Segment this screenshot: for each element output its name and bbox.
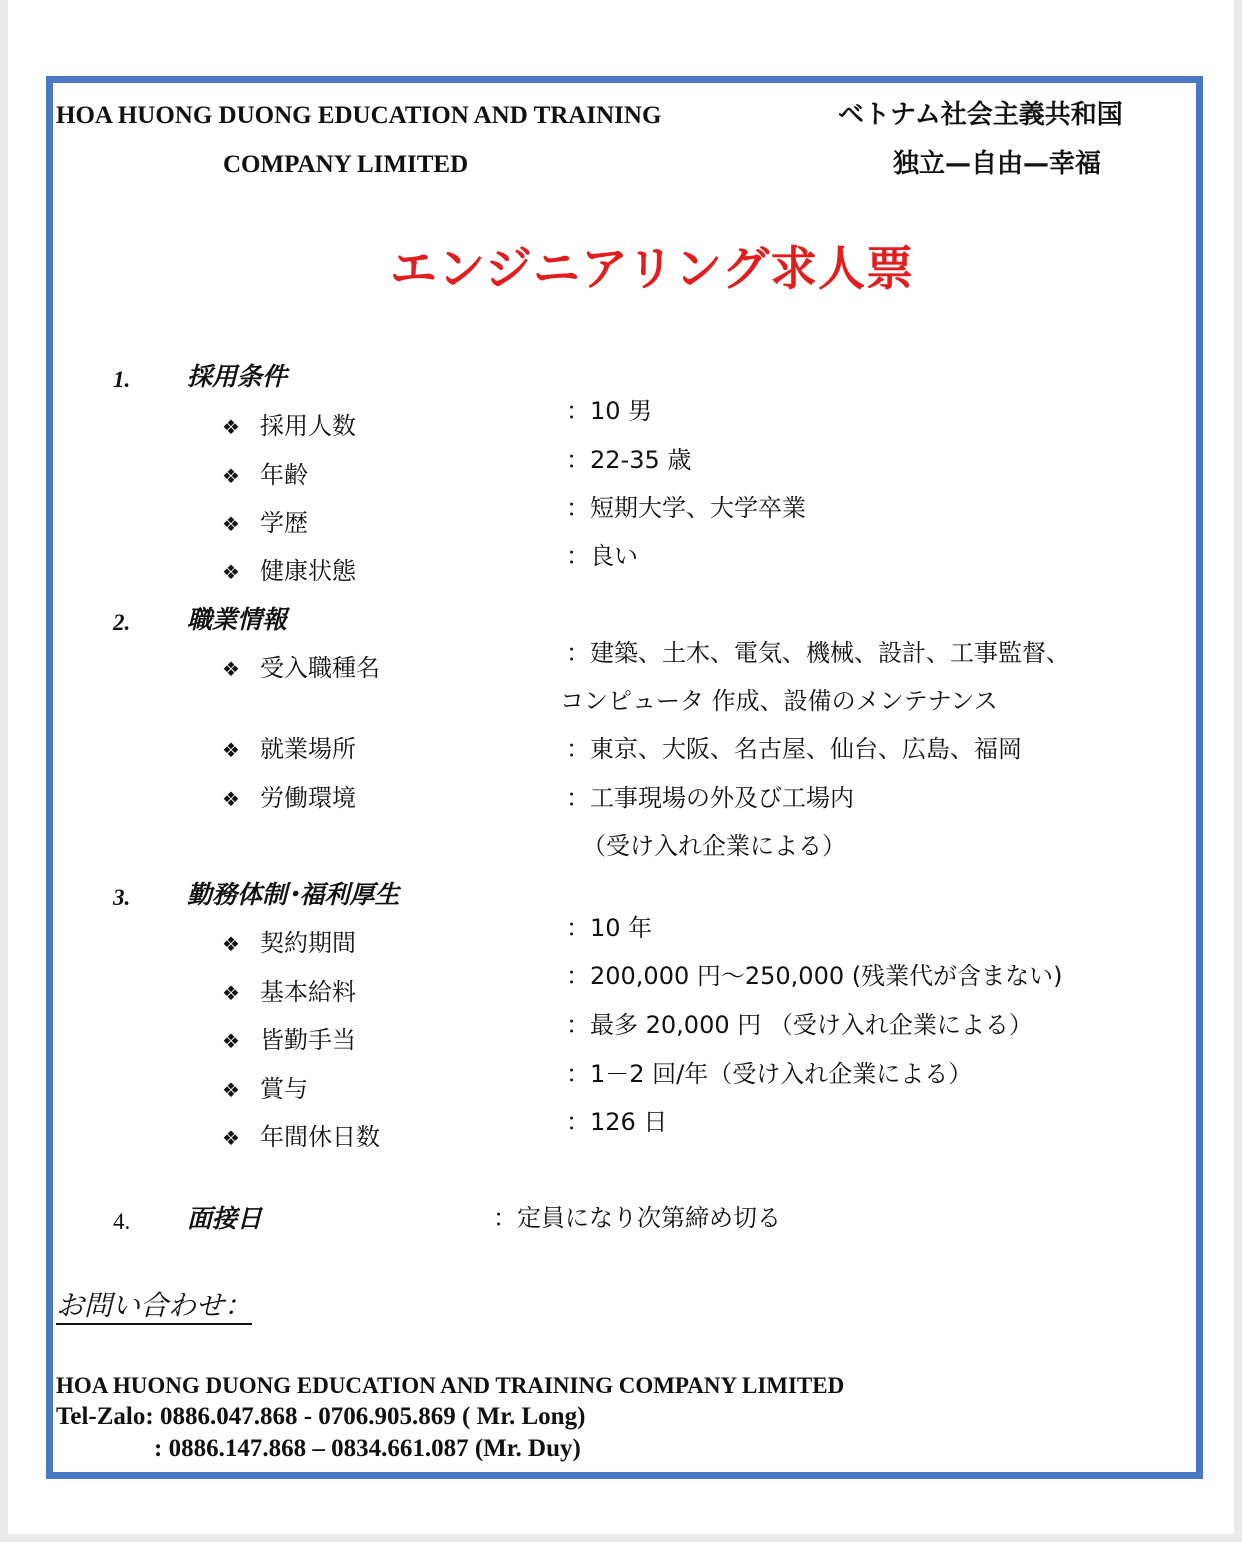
contact-phone-2: : 0886.147.868 – 0834.661.087 (Mr. Duy): [154, 1435, 581, 1462]
list-item: [222, 786, 356, 810]
item-value: ：最多 20,000 円 （受け入れ企業による）: [566, 1011, 1033, 1039]
item-value-continued: コンピュータ 作成、設備のメンテナンス: [560, 687, 998, 715]
list-item: [222, 463, 308, 487]
item-label: 採用人数: [260, 412, 356, 440]
list-item: [222, 656, 380, 680]
contact-phone-1: Tel-Zalo: 0886.047.868 - 0706.905.869 ( Mr. Long): [56, 1403, 586, 1430]
diamond-bullet-icon: ❖: [222, 981, 240, 1005]
list-item: [222, 931, 356, 955]
diamond-bullet-icon: ❖: [222, 787, 240, 811]
diamond-bullet-icon: ❖: [222, 657, 240, 681]
section-heading: 勤務体制･福利厚生: [187, 880, 400, 909]
contact-company: HOA HUONG DUONG EDUCATION AND TRAINING COMPANY LIMITED: [56, 1373, 845, 1398]
item-label: 皆勤手当: [260, 1026, 356, 1054]
item-value-continued: （受け入れ企業による）: [582, 832, 846, 860]
country-motto: 独立—自由—幸福: [893, 149, 1102, 179]
item-value: ：定員になり次第締め切る: [493, 1204, 781, 1232]
item-value: ：短期大学、大学卒業: [566, 494, 806, 522]
list-item: [222, 511, 308, 535]
item-label: 年齢: [260, 461, 308, 489]
item-label: 受入職種名: [260, 654, 380, 682]
list-item: [222, 414, 356, 438]
item-value: ：工事現場の外及び工場内: [566, 784, 854, 812]
item-value: ：126 日: [566, 1108, 668, 1136]
diamond-bullet-icon: ❖: [222, 738, 240, 762]
section-number: 1.: [113, 367, 131, 392]
item-value: ：22-35 歳: [566, 446, 692, 474]
item-value: ：10 年: [566, 914, 653, 942]
diamond-bullet-icon: ❖: [222, 1126, 240, 1150]
diamond-bullet-icon: ❖: [222, 932, 240, 956]
diamond-bullet-icon: ❖: [222, 464, 240, 488]
section-heading: 面接日: [187, 1204, 263, 1233]
section-number: 2.: [113, 610, 131, 635]
item-label: 労働環境: [260, 784, 356, 812]
item-label: 健康状態: [260, 557, 356, 585]
section-number: 4.: [113, 1209, 131, 1234]
list-item: [222, 1077, 308, 1101]
list-item: [222, 1125, 380, 1149]
list-item: [222, 1028, 356, 1052]
page-title: エンジニアリング求人票: [390, 242, 915, 297]
diamond-bullet-icon: ❖: [222, 1078, 240, 1102]
company-name-line2: COMPANY LIMITED: [223, 151, 469, 178]
item-value: ：東京、大阪、名古屋、仙台、広島、福岡: [566, 735, 1022, 763]
list-item: [222, 737, 356, 761]
section-heading: 職業情報: [187, 605, 288, 634]
diamond-bullet-icon: ❖: [222, 415, 240, 439]
list-item: [222, 980, 356, 1004]
list-item: [222, 559, 356, 583]
company-name-line1: HOA HUONG DUONG EDUCATION AND TRAINING: [56, 102, 662, 129]
item-value: ：良い: [566, 542, 638, 570]
diamond-bullet-icon: ❖: [222, 512, 240, 536]
diamond-bullet-icon: ❖: [222, 1029, 240, 1053]
item-value: ：10 男: [566, 397, 653, 425]
item-label: 契約期間: [260, 929, 356, 957]
country-name: ベトナム社会主義共和国: [838, 100, 1123, 130]
contact-label: お問い合わせ：: [56, 1289, 253, 1322]
section-heading: 採用条件: [187, 362, 288, 391]
item-value: ：建築、土木、電気、機械、設計、工事監督、: [566, 639, 1070, 667]
diamond-bullet-icon: ❖: [222, 560, 240, 584]
item-label: 賞与: [260, 1075, 308, 1103]
section-number: 3.: [113, 885, 131, 910]
item-label: 年間休日数: [260, 1123, 380, 1151]
item-label: 就業場所: [260, 735, 356, 763]
item-label: 基本給料: [260, 978, 356, 1006]
item-label: 学歴: [260, 509, 308, 537]
item-value: ：200,000 円～250,000 (残業代が含まない): [566, 962, 1063, 990]
item-value: ：1－2 回/年（受け入れ企業による）: [566, 1060, 973, 1088]
